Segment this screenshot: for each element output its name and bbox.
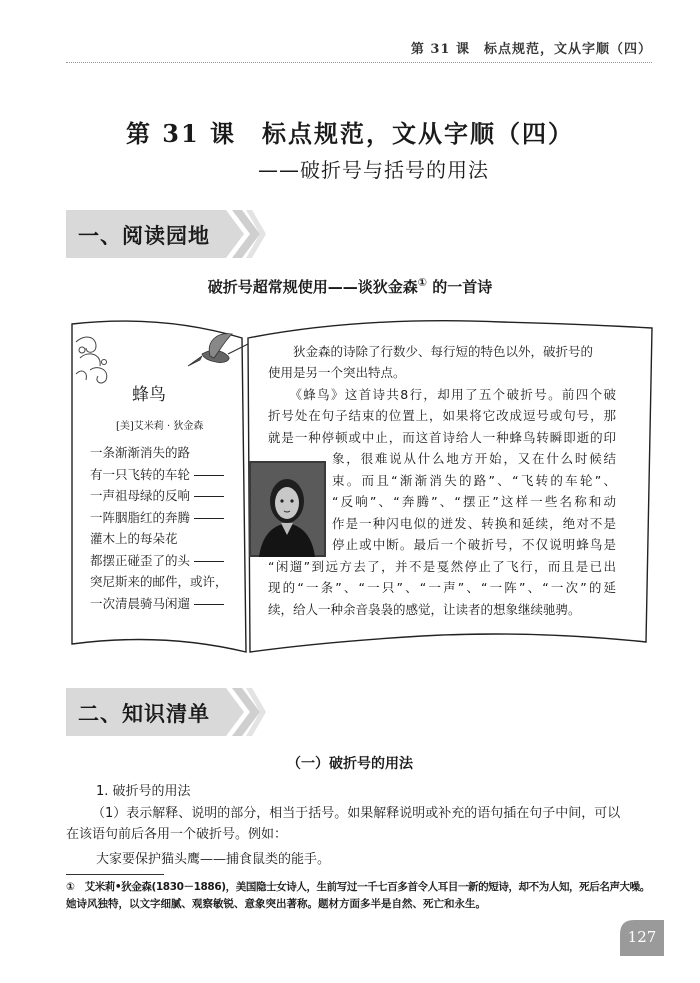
commentary-line: 折号处在句子结束的位置上，如果将它改成逗号或句号，那 — [268, 408, 616, 423]
dash-mark — [194, 604, 224, 605]
footnote-marker: ① — [417, 276, 428, 289]
commentary-line: “反响”、“奔腾”、“摆正”这样一些名称和动 — [332, 494, 616, 509]
footnote — [66, 879, 656, 913]
section-title-knowledge: 二、知识清单 — [78, 702, 210, 726]
lesson-subtitle: ——破折号与括号的用法 — [258, 158, 489, 182]
poem-line: 一次清晨骑马闲遛 — [90, 593, 228, 615]
poem-title: 蜂鸟 — [132, 385, 166, 405]
poem-line: 一条渐渐消失的路 — [90, 445, 191, 460]
commentary-line: 狄金森的诗除了行数少、每行短的特色以外，破折号的 — [268, 344, 594, 359]
example-sentence: 大家要保护猫头鹰——捕食鼠类的能手。 — [96, 852, 331, 867]
commentary-line: 使用是另一个突出特点。 — [268, 365, 406, 380]
hummingbird-icon — [188, 334, 248, 366]
page-number-badge — [620, 920, 664, 956]
commentary-line: 作是一种闪电似的迸发、转换和延续，绝对不是 — [332, 516, 616, 531]
article-title-main: 破折号超常规使用——谈狄金森 — [207, 278, 418, 296]
commentary-line: 《蜂鸟》这首诗共8行，却用了五个破折号。前四个破 — [268, 387, 616, 402]
dash-mark — [194, 518, 224, 519]
article-title-tail: 的一首诗 — [427, 278, 493, 296]
article-title — [0, 276, 700, 297]
dash-mark — [194, 561, 224, 562]
section-banner-reading — [66, 210, 266, 258]
poem-line: 有一只飞转的车轮 — [90, 464, 228, 486]
section-title-reading: 一、阅读园地 — [78, 224, 210, 248]
lesson-title: 第 31 课 标点规范，文从字顺（四） — [125, 119, 575, 148]
knowledge-item-text: （1）表示解释、说明的部分，相当于括号。如果解释说明或补充的语句插在句子中间，可以 — [92, 806, 621, 821]
poem-author: [美]艾米莉 · 狄金森 — [116, 421, 204, 432]
section-banner-knowledge — [66, 688, 266, 736]
commentary-line: 象，很难说从什么地方开始，又在什么时候结 — [332, 451, 616, 466]
poem-line: 突尼斯来的邮件，或许， — [90, 574, 228, 589]
knowledge-item-title: 1. 破折号的用法 — [96, 784, 191, 799]
commentary-line: 束。而且“渐渐消失的路”、“飞转的车轮”、 — [332, 473, 616, 488]
commentary-line: 停止或中断。最后一个破折号，不仅说明蜂鸟是 — [332, 537, 616, 552]
commentary-line: 现的“一条”、“一只”、“一声”、“一阵”、“一次”的延 — [268, 580, 616, 595]
commentary-line: 续，给人一种余音袅袅的感觉，让读者的想象继续驰骋。 — [268, 602, 581, 617]
poem-line: 一阵胭脂红的奔腾 — [90, 507, 228, 529]
dash-mark — [194, 475, 224, 476]
poem-line: 都摆正碰歪了的头 — [90, 550, 228, 572]
running-header: 第 31 课 标点规范，文从字顺（四） — [410, 42, 652, 57]
poet-portrait — [249, 461, 326, 557]
dash-mark — [194, 496, 224, 497]
header-divider — [66, 62, 652, 63]
poem-line: 灌木上的每朵花 — [90, 531, 178, 546]
footnote-line: ① 艾米莉•狄金森(1830－1886)，美国隐士女诗人，生前写过一千七百多首令人耳目一新的短诗，却不为人知，死后名声大噪。 — [66, 881, 650, 893]
poem-line: 一声祖母绿的反响 — [90, 485, 228, 507]
page-number: 127 — [627, 928, 657, 946]
commentary-line: 就是一种停顿或中止，而这首诗给人一种蜂鸟转瞬即逝的印 — [268, 430, 616, 445]
knowledge-item-text: 在该语句前后各用一个破折号。例如： — [66, 827, 288, 842]
commentary-line: “闲遛”到远方去了，并不是戛然停止了飞行，而且是已出 — [268, 559, 616, 574]
floral-ornament-icon — [76, 337, 107, 383]
knowledge-subheading: （一）破折号的用法 — [287, 756, 413, 772]
footnote-divider — [66, 874, 164, 875]
poem-body — [90, 442, 228, 614]
footnote-line: 她诗风独特，以文字细腻、观察敏锐、意象突出著称。题材方面多半是自然、死亡和永生。 — [66, 898, 486, 910]
